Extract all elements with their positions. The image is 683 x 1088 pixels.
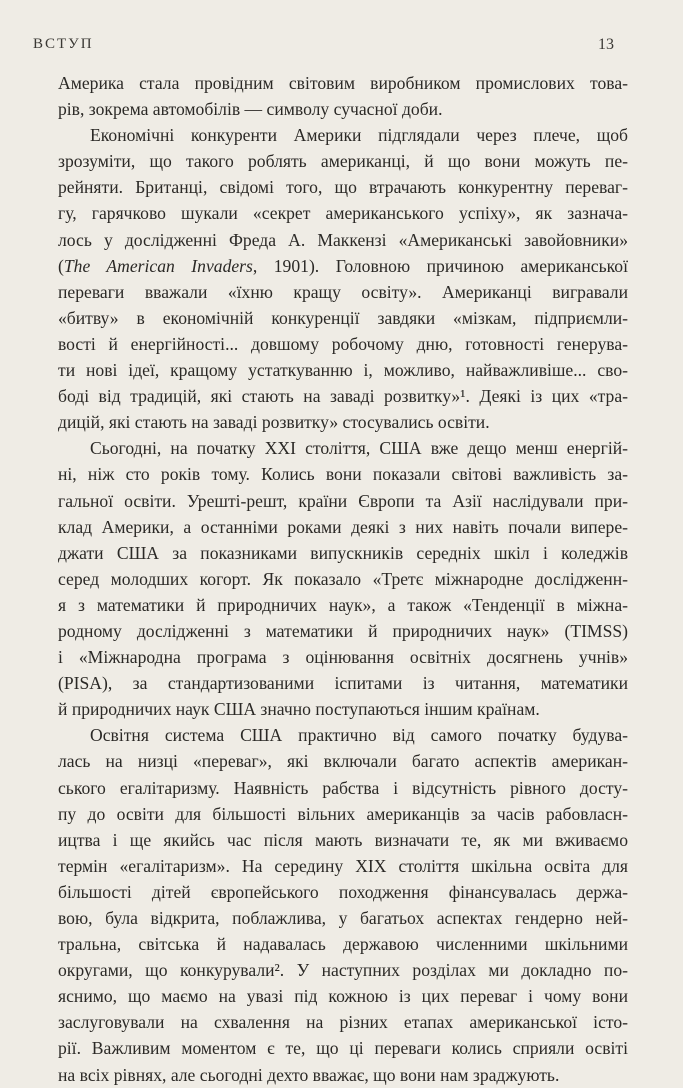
text-line: клад Америки, а останніми роками деякі з них навіть почали випере- — [58, 516, 628, 537]
text-line: зрозуміти, що такого роблять американці, й що вони можуть пе- — [58, 151, 628, 172]
text-line: (PISA), за стандартизованими іспитами із читання, математики — [58, 673, 628, 694]
running-head: ВСТУП — [33, 36, 94, 52]
text-line: тральна, світська й надавалась державою численними шкільними — [58, 934, 628, 955]
text-line: гу, гарячково шукали «секрет американського успіху», як зазнача- — [58, 203, 628, 224]
text-line: Сьогодні, на початку XXI століття, США вже дещо менш енергій- — [90, 438, 628, 459]
text-line: Америка стала провідним світовим виробником промислових това- — [58, 73, 628, 93]
body-text — [58, 70, 628, 1088]
text-line: боді від традицій, які стають на заваді розвитку»¹. Деякі із цих «тра- — [58, 386, 628, 407]
text-line: ицтва і ще якийсь час після мають визначати те, як ми вживаємо — [58, 829, 628, 850]
text-line: ти нові ідеї, кращому устаткуванню і, можливо, найважливіше... сво- — [58, 360, 628, 381]
text-line: Освітня система США практично від самого початку будува- — [90, 725, 628, 746]
text-line: більшості дітей європейського походження фінансувалась держа- — [58, 881, 628, 902]
text-line: я з математики й природничих наук», а також «Тенденції в міжна- — [58, 594, 628, 615]
paragraph — [58, 435, 628, 722]
text-line: округами, що конкурували². У наступних розділах ми докладно по- — [58, 960, 628, 981]
paragraph — [58, 722, 628, 1087]
page-number: 13 — [598, 36, 614, 53]
text-line: і «Міжнародна програма з оцінювання освітніх досягнень учнів» — [58, 647, 628, 668]
text-line: джати США за показниками випускників середніх шкіл і коледжів — [58, 542, 628, 563]
text-line: рії. Важливим моментом є те, що ці переваги колись сприяли освіті — [58, 1038, 628, 1059]
text-line: (The American Invaders, 1901). Головною причиною американської — [58, 255, 628, 276]
text-line: термін «егалітаризм». На середину XIX століття шкільна освіта для — [58, 855, 628, 876]
text-line: вою, була відкрита, поблажлива, у багатьох аспектах гендерно ней- — [58, 908, 628, 928]
text-line: лась на низці «переваг», які включали багато аспектів американ- — [58, 751, 628, 772]
text-line: ського егалітаризму. Наявність рабства і відсутність рівного досту- — [58, 777, 628, 798]
text-line: дицій, які стають на заваді розвитку» стосувались освіти. — [58, 412, 490, 433]
text-line: пу до освіти для більшості вільних американців за часів рабовласн- — [58, 803, 628, 824]
paragraph — [58, 70, 628, 122]
text-line: переваги вважали «їхню кращу освіту». Американці вигравали — [58, 281, 628, 302]
text-line: вості й енергійності... довшому робочому дню, готовності генерува- — [58, 333, 628, 354]
text-line: «битву» в економічній конкуренції завдяки «мізкам, підприємли- — [58, 307, 628, 328]
text-line: яснимо, що маємо на увазі під кожною із цих переваг і чому вони — [58, 986, 628, 1007]
text-line: гальної освіти. Урешті-решт, країни Європи та Азії наслідували при- — [58, 490, 628, 511]
text-line: рейняти. Британці, свідомі того, що втрачають конкурентну переваг- — [58, 177, 628, 198]
text-line: родному дослідженні з математики й природничих наук» (TIMSS) — [58, 620, 628, 641]
paragraph — [58, 122, 628, 435]
text-line: рів, зокрема автомобілів — символу сучасної доби. — [58, 99, 443, 120]
text-line: й природничих наук США значно поступаються іншим країнам. — [58, 699, 540, 720]
text-line: лось у дослідженні Фреда А. Маккензі «Американські завойовники» — [58, 229, 628, 250]
text-line: Економічні конкуренти Америки підглядали через плече, щоб — [90, 125, 628, 146]
text-line: заслуговували на схвалення на різних етапах американської істо- — [58, 1012, 628, 1033]
text-line: на всіх рівнях, але сьогодні дехто вважає, що вони нам зраджують. — [58, 1064, 560, 1085]
text-line: ні, ніж сто років тому. Колись вони показали світові важливість за- — [58, 464, 628, 485]
text-line: серед молодших когорт. Як показало «Третє міжнародне дослідженн- — [58, 568, 628, 589]
